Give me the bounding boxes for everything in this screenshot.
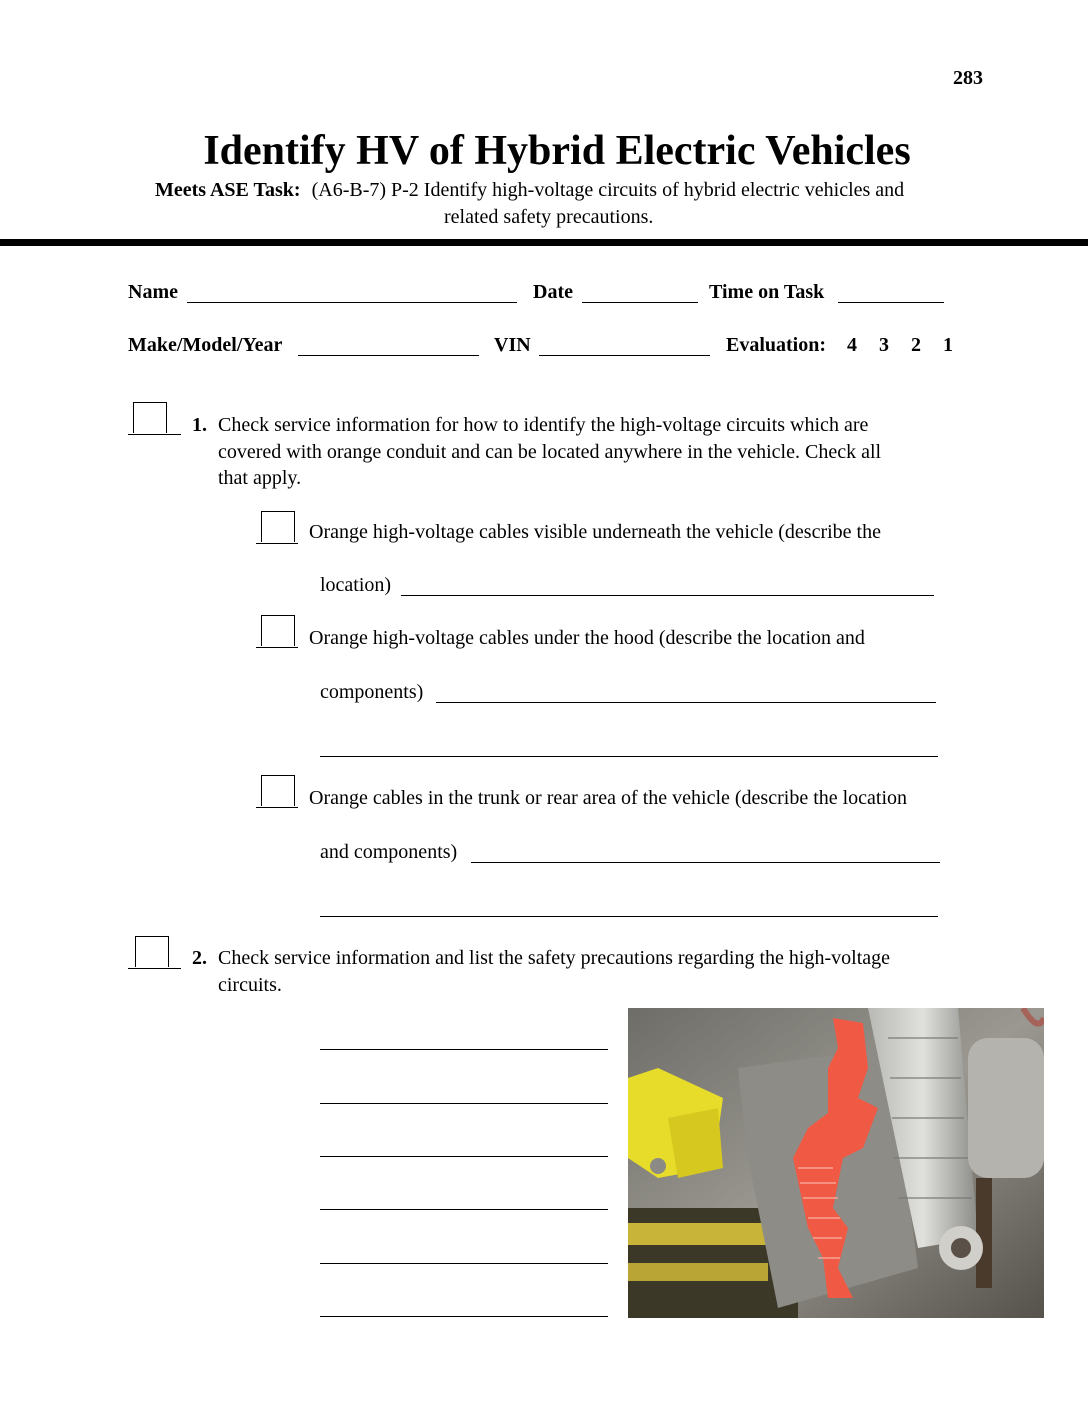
subitem-1-text: Orange high-voltage cables visible underneath the vehicle (describe the [309,521,881,543]
evaluation-score-4[interactable]: 4 [847,334,857,356]
task-2-checkbox[interactable] [135,936,169,967]
subitem-3-answer-line[interactable] [471,862,940,863]
subitem-2-prompt: components) [320,681,424,703]
page-title: Identify HV of Hybrid Electric Vehicles [203,128,911,174]
subitem-3-check-line [256,807,298,808]
task-2-text-line-2: circuits. [218,974,282,996]
task-1-text-line-3: that apply. [218,467,302,489]
precaution-line-2[interactable] [320,1103,608,1104]
time-on-task-label: Time on Task [709,281,825,303]
date-field[interactable] [582,302,698,303]
task-1-number: 1. [192,414,207,436]
subitem-2-text: Orange high-voltage cables under the hood (describe the location and [309,627,865,649]
task-1-text-line-2: covered with orange conduit and can be located anywhere in the vehicle. Check all [218,441,882,463]
precaution-line-6[interactable] [320,1316,608,1317]
subitem-3-text: Orange cables in the trunk or rear area of the vehicle (describe the location [309,787,908,809]
subitem-1-prompt: location) [320,574,392,596]
precaution-line-3[interactable] [320,1156,608,1157]
make-model-year-label: Make/Model/Year [128,334,283,356]
subitem-1-check-line [256,543,298,544]
subitem-2-answer-line[interactable] [436,702,936,703]
name-field[interactable] [187,302,517,303]
subitem-2-check-line [256,647,298,648]
subtitle-line-1 [155,178,904,202]
ase-task-text: (A6-B-7) P-2 Identify high-voltage circuits of hybrid electric vehicles and [311,179,905,201]
precaution-line-4[interactable] [320,1209,608,1210]
evaluation-label: Evaluation: [726,334,827,356]
task-1-text-line-1: Check service information for how to identify the high-voltage circuits which are [218,414,869,436]
task-1-check-line [128,434,181,435]
name-label: Name [128,281,178,303]
task-1-checkbox[interactable] [133,402,167,433]
page-number: 283 [953,67,983,89]
subitem-2-checkbox[interactable] [261,615,295,646]
subitem-3-checkbox[interactable] [261,775,295,806]
header-divider [0,239,1088,246]
date-label: Date [533,281,573,303]
vin-label: VIN [494,334,531,356]
ase-task-label: Meets ASE Task: [155,179,301,201]
evaluation-score-2[interactable]: 2 [911,334,921,356]
evaluation-score-3[interactable]: 3 [879,334,889,356]
task-2-check-line [128,968,181,969]
task-2-number: 2. [192,947,207,969]
orange-hv-cable-underbody-photo [628,1008,1044,1318]
task-2-text-line-1: Check service information and list the safety precautions regarding the high-voltage [218,947,891,969]
subitem-3-answer-line-2[interactable] [320,916,938,917]
subitem-3-prompt: and components) [320,841,458,863]
subitem-1-checkbox[interactable] [261,511,295,542]
time-on-task-field[interactable] [838,302,944,303]
subitem-2-answer-line-2[interactable] [320,756,938,757]
precaution-line-5[interactable] [320,1263,608,1264]
evaluation-score-1[interactable]: 1 [943,334,953,356]
subtitle-line-2: related safety precautions. [444,206,654,228]
vin-field[interactable] [539,355,710,356]
precaution-line-1[interactable] [320,1049,608,1050]
make-model-year-field[interactable] [298,355,479,356]
subitem-1-answer-line[interactable] [401,595,934,596]
